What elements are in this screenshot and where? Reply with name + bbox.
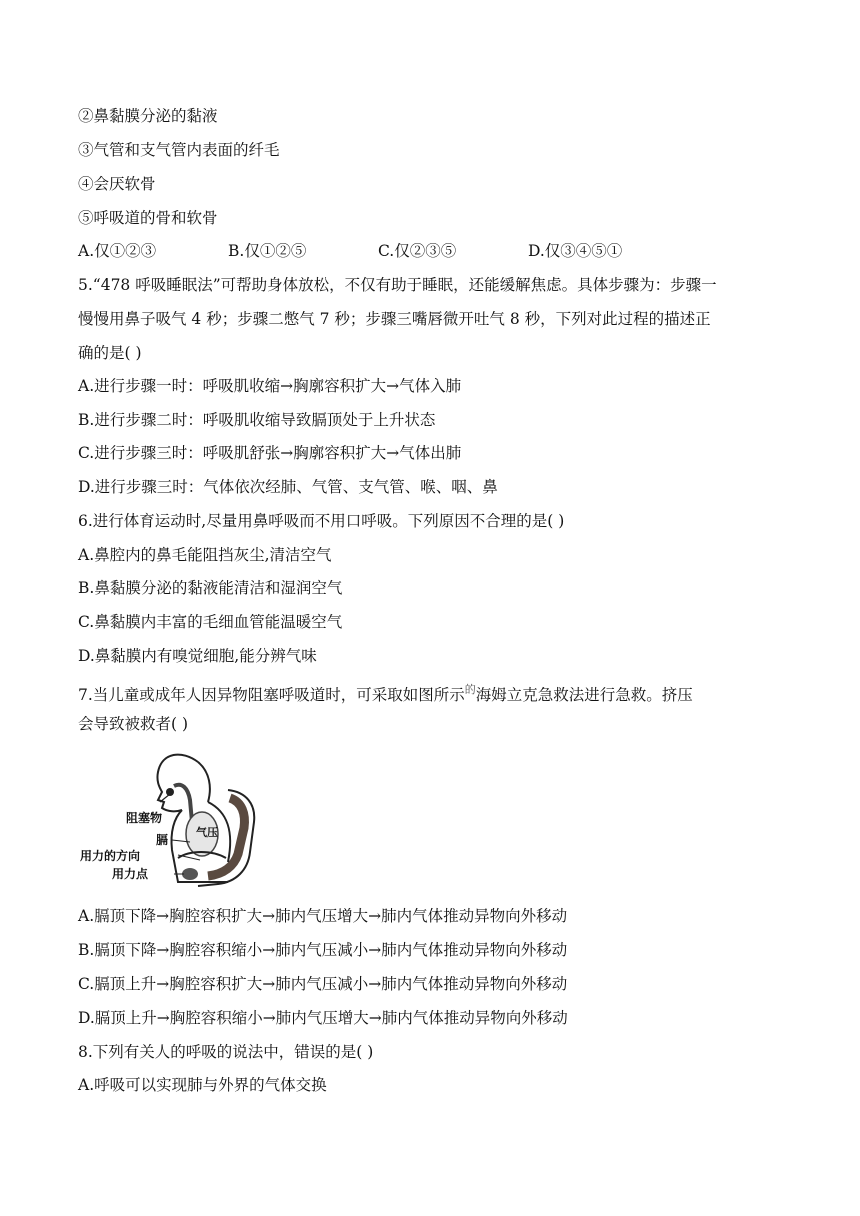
option-line-2: ②鼻黏膜分泌的黏液 bbox=[78, 107, 218, 125]
q6-choice-a: A.鼻腔内的鼻毛能阻挡灰尘,清洁空气 bbox=[78, 546, 332, 564]
q5-stem-line-3: 确的是( ) bbox=[78, 344, 142, 362]
label-blockage: 阻塞物 bbox=[126, 811, 163, 825]
fist bbox=[182, 868, 198, 880]
q5-choice-a: A.进行步骤一时：呼吸肌收缩→胸廓容积扩大→气体入肺 bbox=[78, 377, 462, 395]
q7-choice-c: C.膈顶上升→胸腔容积扩大→肺内气压减小→肺内气体推动异物向外移动 bbox=[78, 975, 568, 993]
q7-stem-line-1 bbox=[78, 680, 693, 705]
q5-stem-line-2: 慢慢用鼻子吸气 4 秒；步骤二憋气 7 秒；步骤三嘴唇微开吐气 8 秒，下列对此过程的描述正 bbox=[78, 310, 711, 328]
label-diaphragm: 膈 bbox=[156, 833, 169, 847]
q4-choice-d: D.仅③④⑤① bbox=[528, 242, 623, 260]
q4-choice-c: C.仅②③⑤ bbox=[378, 242, 457, 260]
q5-choice-c: C.进行步骤三时：呼吸肌舒张→胸廓容积扩大→气体出肺 bbox=[78, 444, 462, 462]
blockage-object bbox=[166, 788, 174, 796]
q8-choice-a: A.呼吸可以实现肺与外界的气体交换 bbox=[78, 1076, 327, 1094]
q5-choice-b: B.进行步骤二时：呼吸肌收缩导致膈顶处于上升状态 bbox=[78, 411, 436, 429]
q7-stem-line-2: 会导致被救者( ) bbox=[78, 715, 189, 733]
q7-stem-small-char: 的 bbox=[464, 683, 476, 696]
q7-stem-part-2: 海姆立克急救法进行急救。挤压 bbox=[475, 686, 693, 704]
force-direction-leader bbox=[178, 855, 200, 860]
heimlich-figure bbox=[78, 742, 268, 892]
option-line-3: ③气管和支气管内表面的纤毛 bbox=[78, 141, 280, 159]
q5-stem-line-1: 5.“478 呼吸睡眠法”可帮助身体放松，不仅有助于睡眠，还能缓解焦虑。具体步骤为：步骤一 bbox=[78, 276, 717, 294]
q7-stem-part-1: 7.当儿童或成年人因异物阻塞呼吸道时，可采取如图所示 bbox=[78, 686, 465, 704]
q4-choices bbox=[78, 241, 778, 261]
q6-stem: 6.进行体育运动时,尽量用鼻呼吸而不用口呼吸。下列原因不合理的是( ) bbox=[78, 512, 565, 530]
label-force-point: 用力点 bbox=[112, 867, 149, 881]
q6-choice-c: C.鼻黏膜内丰富的毛细血管能温暖空气 bbox=[78, 613, 343, 631]
label-pressure: 气压 bbox=[196, 826, 218, 839]
label-force-direction: 用力的方向 bbox=[80, 849, 141, 863]
q4-choice-b: B.仅①②⑤ bbox=[228, 242, 307, 260]
q4-choice-a: A.仅①②③ bbox=[78, 242, 157, 260]
q5-choice-d: D.进行步骤三时：气体依次经肺、气管、支气管、喉、咽、鼻 bbox=[78, 478, 498, 496]
victim-back-head bbox=[198, 762, 210, 802]
q7-choice-a: A.膈顶下降→胸腔容积扩大→肺内气压增大→肺内气体推动异物向外移动 bbox=[78, 907, 568, 925]
q7-choice-d: D.膈顶上升→胸腔容积缩小→肺内气压增大→肺内气体推动异物向外移动 bbox=[78, 1009, 568, 1027]
q7-choice-b: B.膈顶下降→胸腔容积缩小→肺内气压减小→肺内气体推动异物向外移动 bbox=[78, 941, 568, 959]
q6-choice-d: D.鼻黏膜内有嗅觉细胞,能分辨气味 bbox=[78, 647, 317, 665]
q6-choice-b: B.鼻黏膜分泌的黏液能清洁和湿润空气 bbox=[78, 579, 343, 597]
q8-stem: 8.下列有关人的呼吸的说法中，错误的是( ) bbox=[78, 1043, 374, 1061]
option-line-5: ⑤呼吸道的骨和软骨 bbox=[78, 209, 218, 227]
option-line-4: ④会厌软骨 bbox=[78, 175, 156, 193]
